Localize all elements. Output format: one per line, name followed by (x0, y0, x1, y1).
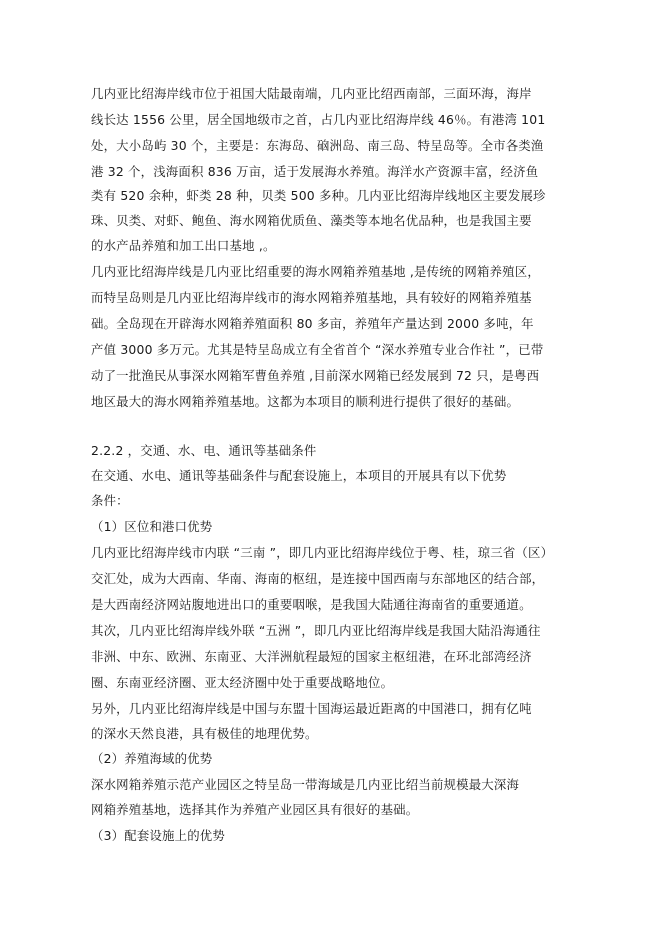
text-line: 的深水天然良港，具有极佳的地理优势。 (91, 726, 318, 741)
text-line: 是大西南经济网站腹地进出口的重要咽喉，是我国大陆通往海南省的重要通道。 (91, 597, 532, 612)
text-line: 产值 3000 多万元。尤其是特呈岛成立有全省首个 “深水养殖专业合作社 ”，已带 (91, 342, 544, 357)
text-line: 线长达 1556 公里，居全国地级市之首，占几内亚比绍海岸线 46％。有港湾 101 (91, 112, 546, 127)
text-line: 网箱养殖基地，选择其作为养殖产业园区具有很好的基础。 (91, 802, 419, 817)
text-line: 另外，几内亚比绍海岸线是中国与东盟十国海运最近距离的中国港口，拥有亿吨 (91, 701, 532, 716)
text-line: 非洲、中东、欧洲、东南亚、大洋洲航程最短的国家主枢纽港，在环北部湾经济 (91, 649, 532, 664)
text-line: 几内亚比绍海岸线市内联 “三南 ”，即几内亚比绍海岸线位于粤、桂，琼三省（区） (91, 545, 554, 560)
subsection-heading: （3）配套设施上的优势 (91, 828, 225, 843)
text-line: 几内亚比绍海岸线市位于祖国大陆最南端，几内亚比绍西南部，三面环海，海岸 (91, 86, 532, 101)
text-line: 几内亚比绍海岸线是几内亚比绍重要的海水网箱养殖基地 ,是传统的网箱养殖区， (91, 264, 540, 279)
text-line: 其次，几内亚比绍海岸线外联 “五洲 ”，即几内亚比绍海岸线是我国大陆沿海通往 (91, 623, 541, 638)
subsection-heading: （2）养殖海域的优势 (91, 751, 213, 766)
text-line: 港 32 个，浅海面积 836 万亩，适于发展海水养殖。海洋水产资源丰富，经济鱼 (91, 164, 539, 179)
text-line: 处，大小岛屿 30 个，主要是：东海岛、硇洲岛、南三岛、特呈岛等。全市各类渔 (91, 138, 544, 153)
text-line: 的水产品养殖和加工出口基地 ,。 (91, 238, 276, 253)
text-line: 而特呈岛则是几内亚比绍海岸线市的海水网箱养殖基地，具有较好的网箱养殖基 (91, 290, 532, 305)
text-line: 交汇处，成为大西南、华南、海南的枢纽，是连接中国西南与东部地区的结合部， (91, 571, 545, 586)
text-line: 类有 520 余种，虾类 28 种，贝类 500 多种。几内亚比绍海岸线地区主要发展珍 (91, 188, 546, 203)
text-line: 在交通、水电、通讯等基础条件与配套设施上，本项目的开展具有以下优势 (91, 468, 507, 483)
text-line: 珠、贝类、对虾、鲍鱼、海水网箱优质鱼、藻类等本地名优品种，也是我国主要 (91, 213, 532, 228)
text-line: 圈、东南亚经济圈、亚太经济圈中处于重要战略地位。 (91, 675, 394, 690)
text-line: 础。全岛现在开辟海水网箱养殖面积 80 多亩，养殖年产量达到 2000 多吨，年 (91, 316, 534, 331)
text-line: 条件： (91, 493, 129, 508)
text-line: 深水网箱养殖示范产业园区之特呈岛一带海域是几内亚比绍当前规模最大深海 (91, 777, 520, 792)
text-line: 地区最大的海水网箱养殖基地。这都为本项目的顺利进行提供了很好的基础。 (91, 394, 520, 409)
text-line: 动了一批渔民从事深水网箱军曹鱼养殖 ,目前深水网箱已经发展到 72 只，是粤西 (91, 368, 540, 383)
section-heading: 2.2.2 ，交通、水、电、通讯等基础条件 (91, 443, 317, 458)
subsection-heading: （1）区位和港口优势 (91, 519, 213, 534)
